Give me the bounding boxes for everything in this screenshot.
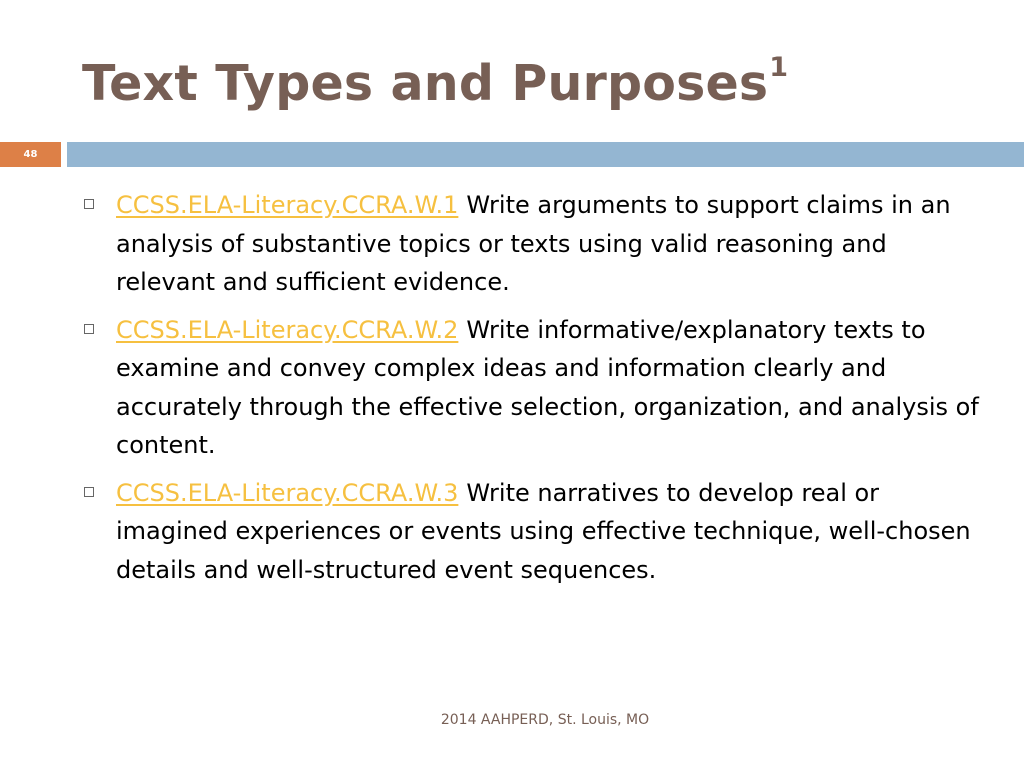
square-bullet-icon [84,487,94,497]
bullet-item [84,311,984,465]
standard-link-w3[interactable]: CCSS.ELA-Literacy.CCRA.W.3 [116,478,459,507]
accent-bar [67,142,1024,167]
bullet-text: Write informative/explanatory texts to examine and convey complex ideas and information clearly and accurately through the effective selection, organization, and analysis of content. [116,315,979,459]
standard-link-w1[interactable]: CCSS.ELA-Literacy.CCRA.W.1 [116,191,459,219]
bullet-list [84,186,984,598]
slide-number-box [0,142,61,167]
square-bullet-icon [84,324,94,334]
square-bullet-icon [84,199,94,209]
slide-number: 48 [23,149,38,160]
bullet-text: Write narratives to develop real or imagined experiences or events using effective technique, well-chosen details and well-structured event sequences. [116,478,971,584]
slide-title-text: Text Types and Purposes [82,55,769,112]
slide-footer: 2014 AAHPERD, St. Louis, MO [440,712,650,728]
slide-title [82,44,788,124]
standard-link-w2[interactable]: CCSS.ELA-Literacy.CCRA.W.2 [116,315,459,344]
bullet-item [84,186,984,302]
bullet-text: Write arguments to support claims in an analysis of substantive topics or texts using valid reasoning and relevant and sufficient evidence. [116,191,951,296]
title-footnote-marker: 1 [769,52,789,83]
bullet-item [84,474,984,590]
